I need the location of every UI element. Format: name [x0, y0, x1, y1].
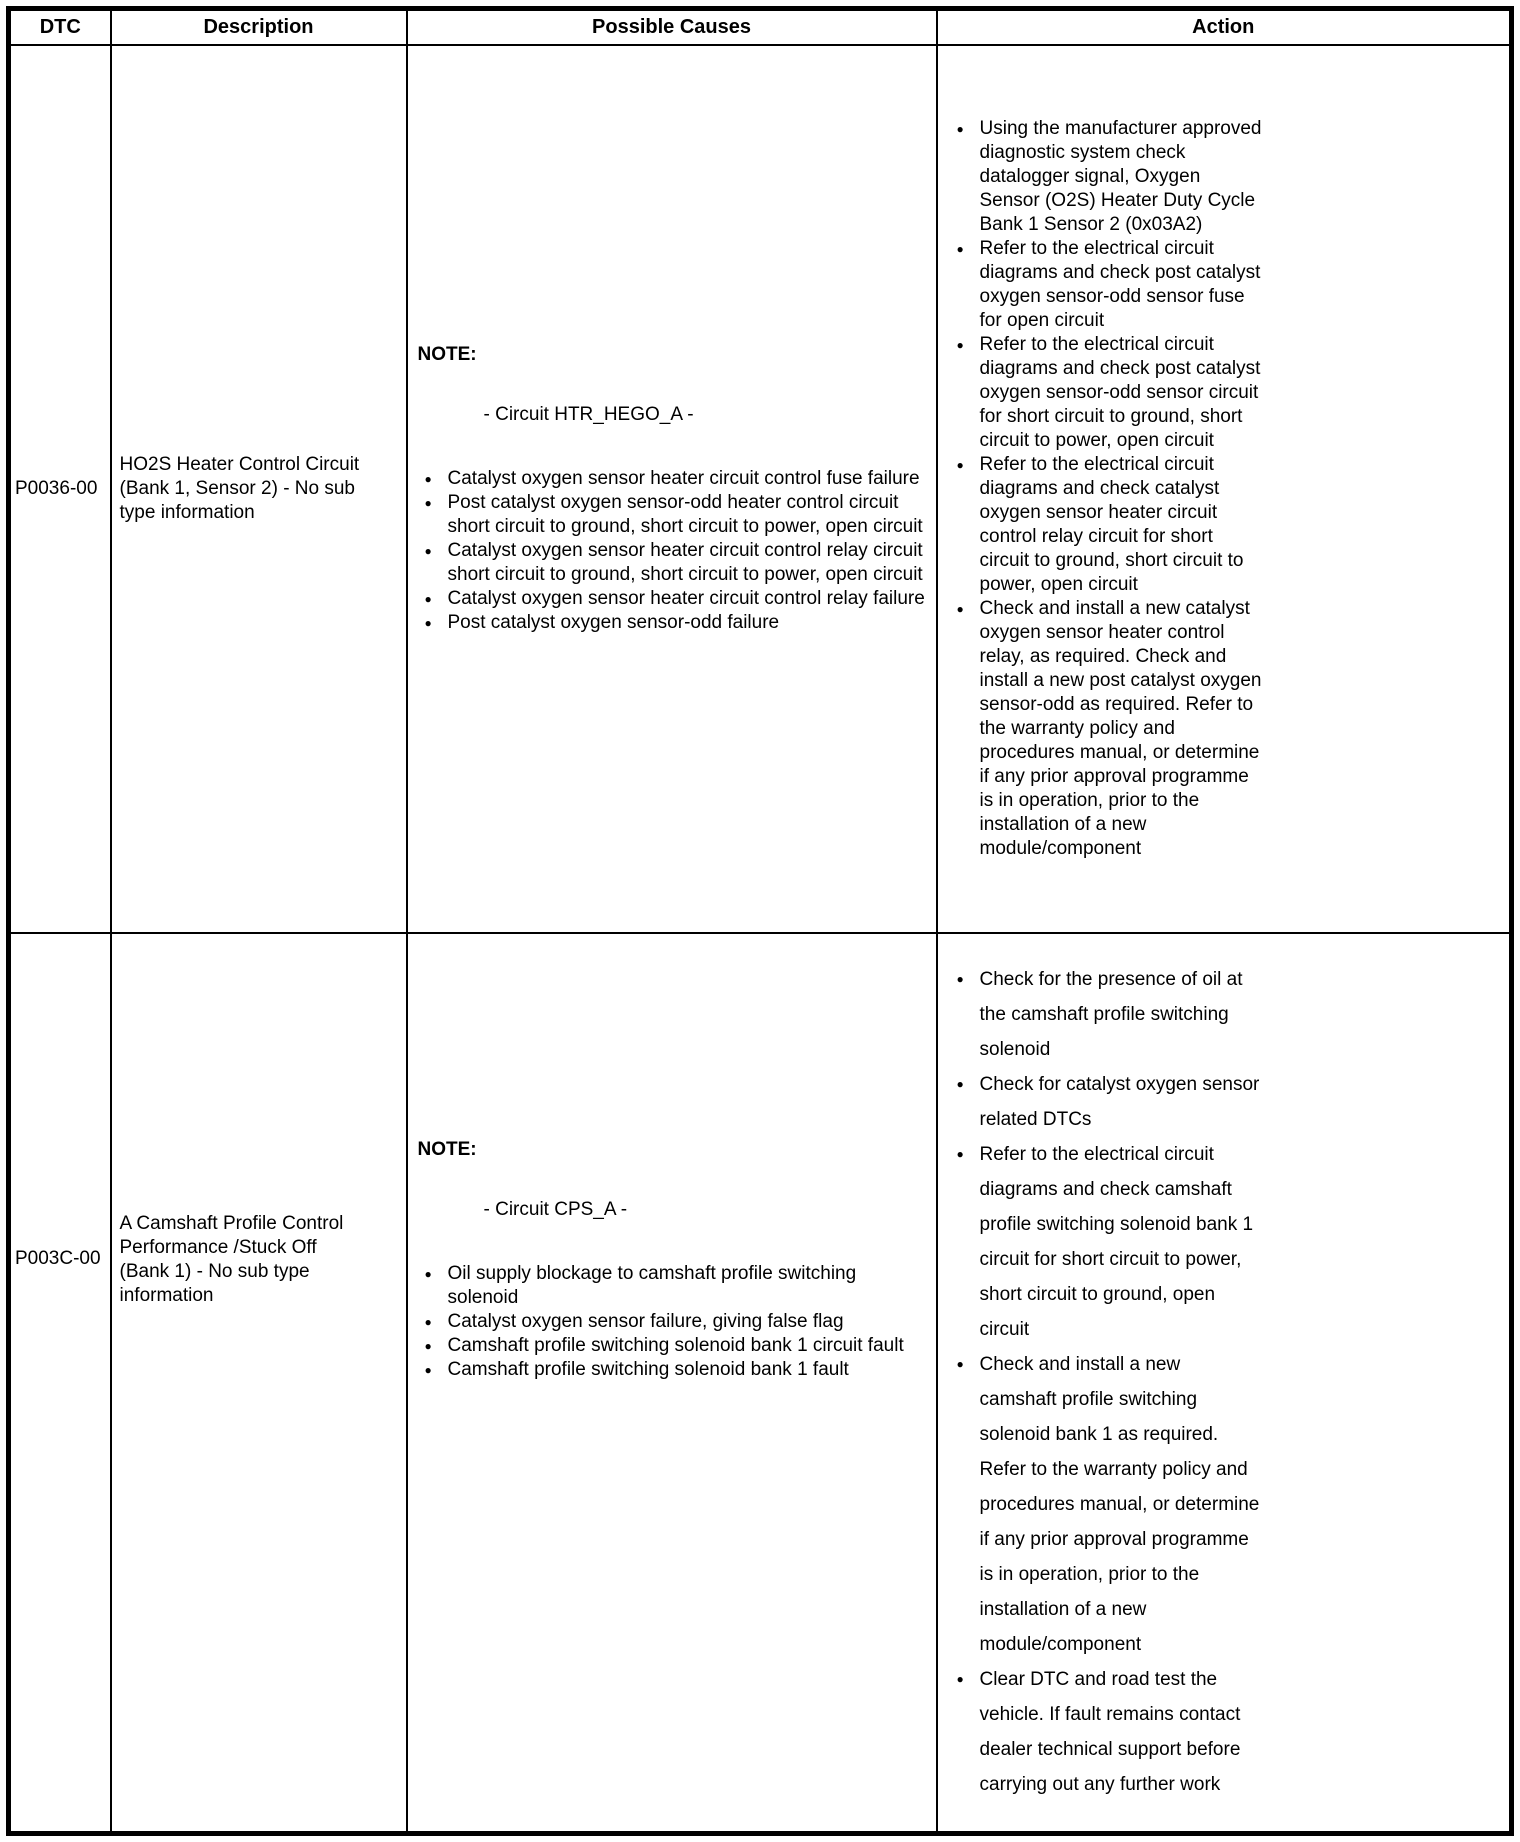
action-item: ● Refer to the electrical circuit diagrams and check camshaft profile switching solenoid bank 1 circuit for short circuit to power, short circuit to ground, open circuit [950, 1137, 1262, 1347]
action-item: ● Refer to the electrical circuit diagrams and check catalyst oxygen sensor heater circuit control relay circuit for short circuit to ground, short circuit to power, open circuit [950, 453, 1262, 597]
note-label: NOTE: [417, 343, 477, 365]
table-row [9, 933, 1512, 1834]
cause-item: ● Catalyst oxygen sensor failure, giving false flag [418, 1310, 928, 1334]
cause-item: ● Oil supply blockage to camshaft profile switching solenoid [418, 1262, 928, 1310]
cause-item: ● Catalyst oxygen sensor heater circuit control fuse failure [418, 467, 928, 491]
dtc-code: P0036-00 [9, 45, 111, 933]
causes-list [418, 1262, 928, 1382]
causes-list [418, 467, 928, 635]
header-cell-dtc: DTC [9, 9, 111, 45]
circuit-reference: - Circuit CPS_A - [483, 1199, 628, 1221]
note-label: NOTE: [417, 1139, 477, 1161]
action-item: ● Using the manufacturer approved diagnostic system check datalogger signal, Oxygen Sensor (O2S) Heater Duty Cycle Bank 1 Sensor 2 (0x03A2) [950, 117, 1262, 237]
possible-causes-cell [407, 45, 937, 933]
header-cell-description: Description [111, 9, 407, 45]
table-row [9, 45, 1512, 933]
circuit-reference: - Circuit HTR_HEGO_A - [483, 403, 694, 425]
action-item: ● Check and install a new camshaft profile switching solenoid bank 1 as required. Refer to the warranty policy and procedures manual, or determine if any prior approval programme is in operation, prior to the installation of a new module/component [950, 1347, 1262, 1662]
action-item: ● Check and install a new catalyst oxygen sensor heater control relay, as required. Check and install a new post catalyst oxygen sensor-odd as required. Refer to the warranty policy and procedures manual, or determine if any prior approval programme is in operation, prior to the installation of a new module/component [950, 597, 1262, 861]
cause-item: ● Catalyst oxygen sensor heater circuit control relay failure [418, 587, 928, 611]
action-item: ● Check for the presence of oil at the camshaft profile switching solenoid [950, 962, 1262, 1067]
action-item: ● Refer to the electrical circuit diagrams and check post catalyst oxygen sensor-odd sensor circuit for short circuit to ground, short circuit to power, open circuit [950, 333, 1262, 453]
action-cell [937, 933, 1512, 1834]
description-text: A Camshaft Profile Control Performance /Stuck Off (Bank 1) - No sub type information [111, 933, 407, 1834]
dtc-code: P003C-00 [9, 933, 111, 1834]
action-item: ● Refer to the electrical circuit diagrams and check post catalyst oxygen sensor-odd sensor fuse for open circuit [950, 237, 1262, 333]
possible-causes-cell [407, 933, 937, 1834]
table-header-row [9, 9, 1512, 45]
cause-item: ● Post catalyst oxygen sensor-odd failure [418, 611, 928, 635]
action-item: ● Check for catalyst oxygen sensor related DTCs [950, 1067, 1262, 1137]
cause-item: ● Catalyst oxygen sensor heater circuit control relay circuit short circuit to ground, short circuit to power, open circuit [418, 539, 928, 587]
action-item: ● Clear DTC and road test the vehicle. If fault remains contact dealer technical support before carrying out any further work [950, 1662, 1262, 1802]
cause-item: ● Camshaft profile switching solenoid bank 1 circuit fault [418, 1334, 928, 1358]
dtc-table [6, 6, 1514, 1836]
cause-item: ● Camshaft profile switching solenoid bank 1 fault [418, 1358, 928, 1382]
description-text: HO2S Heater Control Circuit (Bank 1, Sensor 2) - No sub type information [111, 45, 407, 933]
header-cell-possible-causes: Possible Causes [407, 9, 937, 45]
actions-list [950, 117, 1262, 861]
header-cell-action: Action [937, 9, 1512, 45]
action-cell [937, 45, 1512, 933]
actions-list [950, 962, 1262, 1802]
cause-item: ● Post catalyst oxygen sensor-odd heater control circuit short circuit to ground, short circuit to power, open circuit [418, 491, 928, 539]
